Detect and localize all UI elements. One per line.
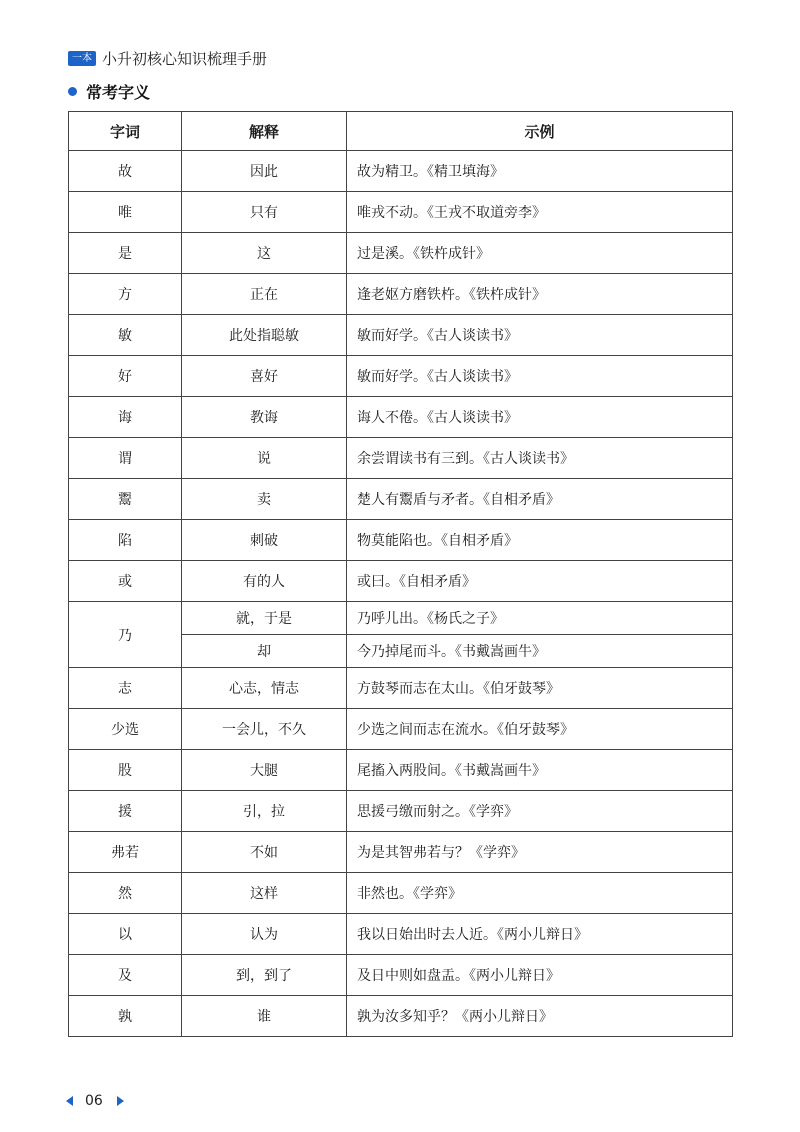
page-number: 06 <box>85 1093 103 1109</box>
word-cell: 然 <box>69 873 182 914</box>
table-row <box>69 996 733 1037</box>
word-cell: 方 <box>69 274 182 315</box>
header-meaning: 解释 <box>182 112 347 151</box>
table-row <box>69 397 733 438</box>
example-cell: 非然也。《学弈》 <box>347 873 733 914</box>
meaning-cell: 引，拉 <box>182 791 347 832</box>
table-row <box>69 709 733 750</box>
meaning-cell: 只有 <box>182 192 347 233</box>
meaning-cell: 这 <box>182 233 347 274</box>
word-cell: 少选 <box>69 709 182 750</box>
table-row <box>69 832 733 873</box>
example-cell: 敏而好学。《古人谈读书》 <box>347 315 733 356</box>
word-cell: 孰 <box>69 996 182 1037</box>
example-cell: 物莫能陷也。《自相矛盾》 <box>347 520 733 561</box>
meaning-cell: 大腿 <box>182 750 347 791</box>
word-cell: 谓 <box>69 438 182 479</box>
triangle-left-icon <box>66 1096 73 1106</box>
meaning-cell: 心志，情志 <box>182 668 347 709</box>
meaning-cell: 一会儿，不久 <box>182 709 347 750</box>
table-row <box>69 151 733 192</box>
table-row <box>69 955 733 996</box>
word-cell: 志 <box>69 668 182 709</box>
word-cell: 援 <box>69 791 182 832</box>
page-header <box>68 47 267 69</box>
table-row <box>69 274 733 315</box>
meaning-cell: 教诲 <box>182 397 347 438</box>
example-cell: 尾搐入两股间。《书戴嵩画牛》 <box>347 750 733 791</box>
section-title: 常考字义 <box>86 82 151 102</box>
word-cell: 好 <box>69 356 182 397</box>
meaning-cell: 谁 <box>182 996 347 1037</box>
example-cell: 或曰。《自相矛盾》 <box>347 561 733 602</box>
example-cell: 敏而好学。《古人谈读书》 <box>347 356 733 397</box>
bullet-dot-icon <box>68 87 77 96</box>
table-row <box>69 750 733 791</box>
table-row <box>69 356 733 397</box>
meaning-cell: 有的人 <box>182 561 347 602</box>
table-row <box>69 561 733 602</box>
chapter-badge: 一本 <box>68 51 96 66</box>
word-cell: 陷 <box>69 520 182 561</box>
table-row <box>69 914 733 955</box>
table-row <box>69 192 733 233</box>
meaning-cell: 就，于是 <box>182 602 347 635</box>
example-cell: 楚人有鬻盾与矛者。《自相矛盾》 <box>347 479 733 520</box>
meaning-cell: 此处指聪敏 <box>182 315 347 356</box>
table-row <box>69 873 733 914</box>
table-row <box>69 602 733 635</box>
meaning-cell: 因此 <box>182 151 347 192</box>
example-cell: 我以日始出时去人近。《两小儿辩日》 <box>347 914 733 955</box>
example-cell: 唯戎不动。《王戎不取道旁李》 <box>347 192 733 233</box>
word-cell: 唯 <box>69 192 182 233</box>
example-cell: 乃呼儿出。《杨氏之子》 <box>347 602 733 635</box>
meaning-cell: 正在 <box>182 274 347 315</box>
meaning-cell: 却 <box>182 635 347 668</box>
example-cell: 方鼓琴而志在太山。《伯牙鼓琴》 <box>347 668 733 709</box>
word-cell: 敏 <box>69 315 182 356</box>
word-cell: 乃 <box>69 602 182 668</box>
meaning-cell: 卖 <box>182 479 347 520</box>
word-cell: 诲 <box>69 397 182 438</box>
meaning-cell: 认为 <box>182 914 347 955</box>
example-cell: 逢老妪方磨铁杵。《铁杵成针》 <box>347 274 733 315</box>
vocabulary-table <box>68 111 733 1037</box>
section-heading <box>68 80 150 102</box>
example-cell: 今乃掉尾而斗。《书戴嵩画牛》 <box>347 635 733 668</box>
table-row <box>69 520 733 561</box>
table-row <box>69 668 733 709</box>
example-cell: 诲人不倦。《古人谈读书》 <box>347 397 733 438</box>
word-cell: 以 <box>69 914 182 955</box>
table-row <box>69 479 733 520</box>
word-cell: 及 <box>69 955 182 996</box>
table-row <box>69 438 733 479</box>
meaning-cell: 到，到了 <box>182 955 347 996</box>
table-row <box>69 791 733 832</box>
triangle-right-icon <box>117 1096 124 1106</box>
header-word: 字词 <box>69 112 182 151</box>
word-cell: 或 <box>69 561 182 602</box>
word-cell: 股 <box>69 750 182 791</box>
word-cell: 鬻 <box>69 479 182 520</box>
example-cell: 及日中则如盘盂。《两小儿辩日》 <box>347 955 733 996</box>
table-row <box>69 315 733 356</box>
word-cell: 弗若 <box>69 832 182 873</box>
meaning-cell: 喜好 <box>182 356 347 397</box>
example-cell: 思援弓缴而射之。《学弈》 <box>347 791 733 832</box>
example-cell: 少选之间而志在流水。《伯牙鼓琴》 <box>347 709 733 750</box>
page-footer <box>66 1092 124 1110</box>
table-row <box>69 233 733 274</box>
example-cell: 为是其智弗若与？《学弈》 <box>347 832 733 873</box>
example-cell: 余尝谓读书有三到。《古人谈读书》 <box>347 438 733 479</box>
word-cell: 故 <box>69 151 182 192</box>
meaning-cell: 这样 <box>182 873 347 914</box>
meaning-cell: 说 <box>182 438 347 479</box>
header-example: 示例 <box>347 112 733 151</box>
example-cell: 过是溪。《铁杵成针》 <box>347 233 733 274</box>
word-cell: 是 <box>69 233 182 274</box>
book-title: 小升初核心知识梳理手册 <box>102 49 268 68</box>
example-cell: 故为精卫。《精卫填海》 <box>347 151 733 192</box>
table-header-row <box>69 112 733 151</box>
meaning-cell: 不如 <box>182 832 347 873</box>
meaning-cell: 刺破 <box>182 520 347 561</box>
example-cell: 孰为汝多知乎？《两小儿辩日》 <box>347 996 733 1037</box>
